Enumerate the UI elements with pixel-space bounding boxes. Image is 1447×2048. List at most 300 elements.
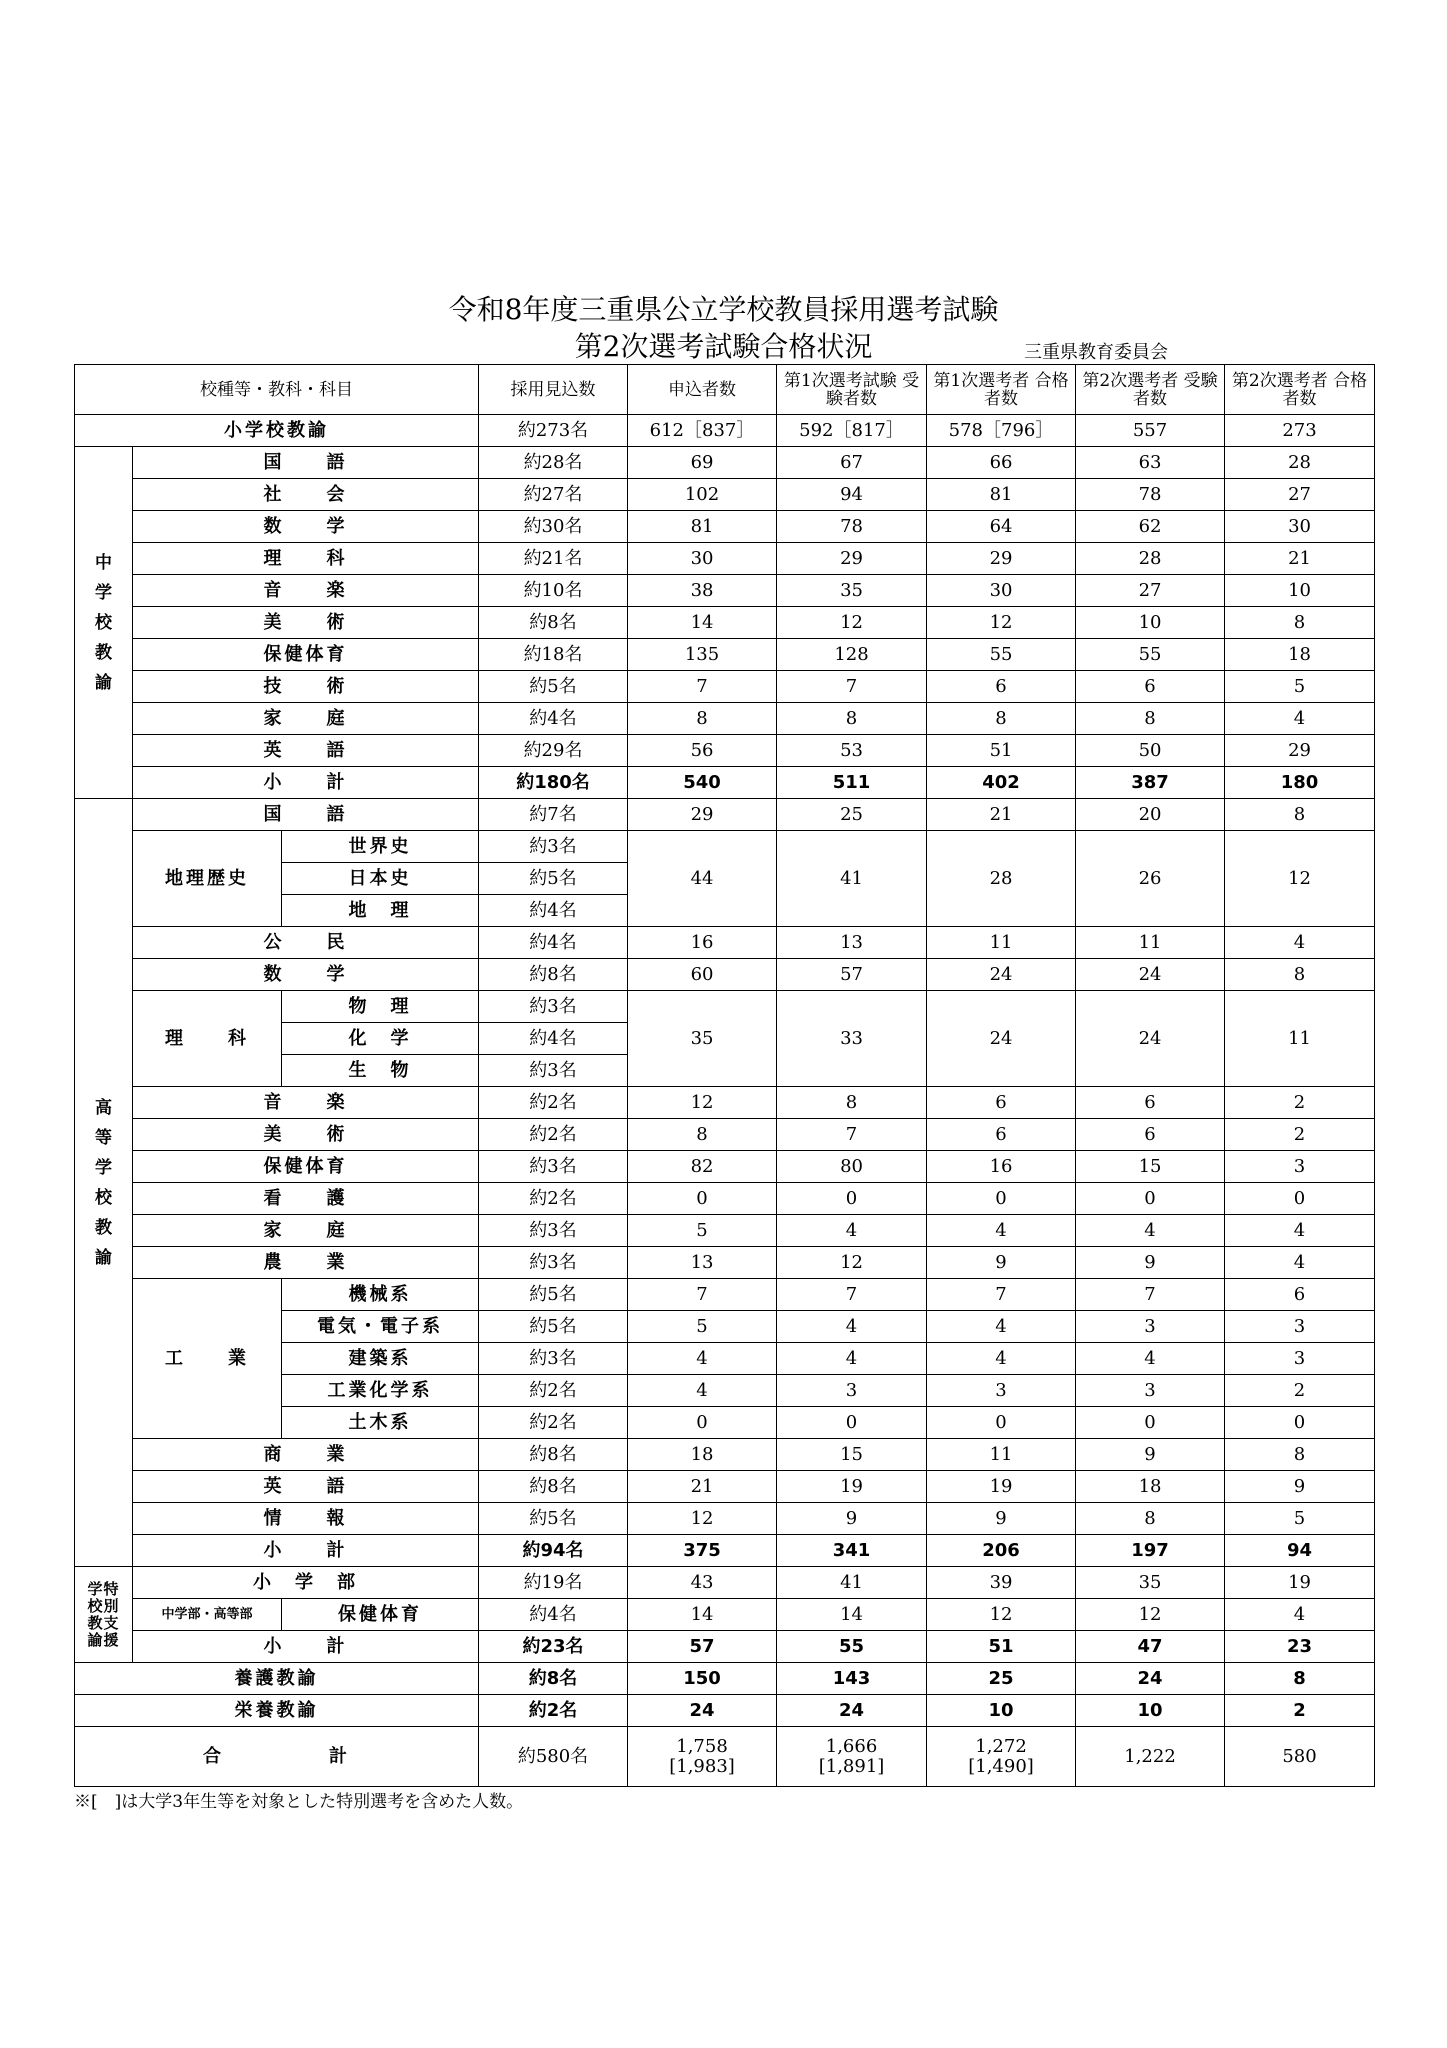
value-cell: 24 <box>1076 959 1225 991</box>
value-cell: 35 <box>628 991 777 1087</box>
value-cell: 11 <box>1225 991 1375 1087</box>
header-first-exam: 第1次選考試験 受験者数 <box>777 365 927 415</box>
sub-subject-label: 保健体育 <box>282 1599 479 1631</box>
value-cell: 150 <box>628 1663 777 1695</box>
value-cell: 12 <box>628 1503 777 1535</box>
value-cell: 19 <box>1225 1567 1375 1599</box>
value-cell: 8 <box>777 1087 927 1119</box>
value-cell: 9 <box>927 1503 1076 1535</box>
value-cell: 8 <box>1076 1503 1225 1535</box>
value-cell: 24 <box>927 991 1076 1087</box>
value-cell: 67 <box>777 447 927 479</box>
planned-count-cell: 約273名 <box>479 415 628 447</box>
subject-label: 理 科 <box>133 543 479 575</box>
value-cell: 30 <box>927 575 1076 607</box>
value-cell: 11 <box>1076 927 1225 959</box>
planned-count-cell: 約2名 <box>479 1695 628 1727</box>
value-cell: 24 <box>1076 1663 1225 1695</box>
planned-count-cell: 約4名 <box>479 1023 628 1055</box>
value-cell: 43 <box>628 1567 777 1599</box>
value-cell: 57 <box>777 959 927 991</box>
value-cell: 39 <box>927 1567 1076 1599</box>
planned-count-cell: 約5名 <box>479 1311 628 1343</box>
subject-label: 家 庭 <box>133 1215 479 1247</box>
sub-subject-label: 地 理 <box>282 895 479 927</box>
value-cell: 11 <box>927 927 1076 959</box>
value-cell: 12 <box>1225 831 1375 927</box>
table-row <box>75 1663 1375 1695</box>
value-cell: 63 <box>1076 447 1225 479</box>
value-cell: 2 <box>1225 1695 1375 1727</box>
value-cell: 375 <box>628 1535 777 1567</box>
table-body <box>75 365 1375 1787</box>
value-cell: 273 <box>1225 415 1375 447</box>
table-row <box>75 1599 1375 1631</box>
planned-count-cell: 約23名 <box>479 1631 628 1663</box>
value-cell: 6 <box>1225 1279 1375 1311</box>
value-cell: 29 <box>777 543 927 575</box>
value-cell: 0 <box>927 1183 1076 1215</box>
value-cell: 12 <box>628 1087 777 1119</box>
planned-count-cell: 約4名 <box>479 895 628 927</box>
planned-count-cell: 約3名 <box>479 991 628 1023</box>
table-row <box>75 831 1375 863</box>
document-subtitle: 第2次選考試験合格状況 <box>574 330 873 363</box>
planned-count-cell: 約3名 <box>479 831 628 863</box>
table-row <box>75 1695 1375 1727</box>
value-cell: 9 <box>777 1503 927 1535</box>
planned-count-cell: 約2名 <box>479 1183 628 1215</box>
subject-label: 技 術 <box>133 671 479 703</box>
value-cell: 69 <box>628 447 777 479</box>
value-cell: 29 <box>1225 735 1375 767</box>
table-row <box>75 1631 1375 1663</box>
value-cell: 20 <box>1076 799 1225 831</box>
value-cell: 1,222 <box>1076 1727 1225 1787</box>
planned-count-cell: 約4名 <box>479 927 628 959</box>
value-cell: 28 <box>1076 543 1225 575</box>
value-cell: 4 <box>1076 1343 1225 1375</box>
subject-label: 商 業 <box>133 1439 479 1471</box>
table-row <box>75 1535 1375 1567</box>
value-cell: 3 <box>927 1375 1076 1407</box>
value-cell: 540 <box>628 767 777 799</box>
table-row <box>75 447 1375 479</box>
value-cell: 3 <box>1225 1151 1375 1183</box>
sub-subject-label: 物 理 <box>282 991 479 1023</box>
value-cell: 0 <box>777 1407 927 1439</box>
subject-label: 社 会 <box>133 479 479 511</box>
value-cell: 7 <box>927 1279 1076 1311</box>
table-row <box>75 959 1375 991</box>
value-cell: 15 <box>1076 1151 1225 1183</box>
planned-count-cell: 約18名 <box>479 639 628 671</box>
value-cell: 4 <box>1225 1247 1375 1279</box>
sub-subject-label: 化 学 <box>282 1023 479 1055</box>
value-cell: 13 <box>628 1247 777 1279</box>
value-cell: 4 <box>927 1311 1076 1343</box>
value-cell: 16 <box>927 1151 1076 1183</box>
subtotal-label: 小 計 <box>133 767 479 799</box>
value-cell: 511 <box>777 767 927 799</box>
table-row <box>75 991 1375 1023</box>
value-cell: 3 <box>1225 1311 1375 1343</box>
value-cell: 7 <box>777 1279 927 1311</box>
value-cell: 9 <box>1225 1471 1375 1503</box>
value-cell: 8 <box>1225 959 1375 991</box>
value-cell: 3 <box>1076 1311 1225 1343</box>
group-label-special-support: 学特 校別 教支 諭援 <box>75 1567 133 1663</box>
value-cell: 30 <box>1225 511 1375 543</box>
sub-subject-label: 生 物 <box>282 1055 479 1087</box>
value-cell: 25 <box>777 799 927 831</box>
value-cell: 4 <box>1225 703 1375 735</box>
value-cell: 27 <box>1076 575 1225 607</box>
value-cell: 4 <box>777 1311 927 1343</box>
table-row <box>75 1151 1375 1183</box>
value-cell: 10 <box>1076 607 1225 639</box>
subject-label: 英 語 <box>133 735 479 767</box>
value-cell: 12 <box>777 1247 927 1279</box>
value-cell: 6 <box>927 671 1076 703</box>
value-cell: 4 <box>927 1343 1076 1375</box>
planned-count-cell: 約180名 <box>479 767 628 799</box>
sub-subject-label: 世界史 <box>282 831 479 863</box>
subject-group-label: 理 科 <box>133 991 282 1087</box>
value-cell: 135 <box>628 639 777 671</box>
subject-label: 小 学 部 <box>133 1567 479 1599</box>
value-cell: 12 <box>927 1599 1076 1631</box>
value-cell: 387 <box>1076 767 1225 799</box>
value-cell: 2 <box>1225 1375 1375 1407</box>
row-label: 栄養教諭 <box>75 1695 479 1727</box>
value-cell: 18 <box>1076 1471 1225 1503</box>
subject-label: 保健体育 <box>133 1151 479 1183</box>
table-row <box>75 671 1375 703</box>
value-cell: 7 <box>777 1119 927 1151</box>
table-row <box>75 543 1375 575</box>
planned-count-cell: 約21名 <box>479 543 628 575</box>
value-cell: 24 <box>777 1695 927 1727</box>
subject-label: 保健体育 <box>133 639 479 671</box>
planned-count-cell: 約27名 <box>479 479 628 511</box>
value-cell: 24 <box>1076 991 1225 1087</box>
document-title: 令和8年度三重県公立学校教員採用選考試験 <box>448 293 999 326</box>
value-cell: 7 <box>1076 1279 1225 1311</box>
planned-count-cell: 約4名 <box>479 1599 628 1631</box>
value-cell: 35 <box>777 575 927 607</box>
value-cell: 6 <box>1076 671 1225 703</box>
subject-label: 美 術 <box>133 607 479 639</box>
value-cell: 62 <box>1076 511 1225 543</box>
subject-label: 英 語 <box>133 1471 479 1503</box>
value-cell: 180 <box>1225 767 1375 799</box>
value-cell: 143 <box>777 1663 927 1695</box>
planned-count-cell: 約8名 <box>479 1663 628 1695</box>
group-label-high-school: 高 等 学 校 教 諭 <box>75 799 133 1567</box>
value-cell: 25 <box>927 1663 1076 1695</box>
value-cell: 14 <box>628 1599 777 1631</box>
value-cell: 21 <box>927 799 1076 831</box>
value-cell: 0 <box>1225 1183 1375 1215</box>
value-cell: 21 <box>628 1471 777 1503</box>
planned-count-cell: 約580名 <box>479 1727 628 1787</box>
value-cell: 60 <box>628 959 777 991</box>
value-cell: 8 <box>628 1119 777 1151</box>
value-cell: 8 <box>927 703 1076 735</box>
value-cell: 4 <box>927 1215 1076 1247</box>
value-cell: 557 <box>1076 415 1225 447</box>
value-cell: 341 <box>777 1535 927 1567</box>
subject-label: 数 学 <box>133 959 479 991</box>
sub-subject-label: 日本史 <box>282 863 479 895</box>
value-cell: 82 <box>628 1151 777 1183</box>
value-cell: 53 <box>777 735 927 767</box>
value-cell: 55 <box>1076 639 1225 671</box>
planned-count-cell: 約30名 <box>479 511 628 543</box>
value-cell: 55 <box>777 1631 927 1663</box>
value-cell: 128 <box>777 639 927 671</box>
value-cell: 402 <box>927 767 1076 799</box>
table-row <box>75 639 1375 671</box>
planned-count-cell: 約28名 <box>479 447 628 479</box>
planned-count-cell: 約2名 <box>479 1087 628 1119</box>
value-cell: 6 <box>1076 1119 1225 1151</box>
subject-group-label: 工 業 <box>133 1279 282 1439</box>
table-row <box>75 607 1375 639</box>
value-cell: 102 <box>628 479 777 511</box>
value-cell: 55 <box>927 639 1076 671</box>
subject-label: 情 報 <box>133 1503 479 1535</box>
value-cell: 14 <box>628 607 777 639</box>
value-cell: 5 <box>1225 1503 1375 1535</box>
value-cell: 5 <box>628 1311 777 1343</box>
planned-count-cell: 約2名 <box>479 1119 628 1151</box>
row-label: 小学校教諭 <box>75 415 479 447</box>
planned-count-cell: 約29名 <box>479 735 628 767</box>
value-cell: 4 <box>1076 1215 1225 1247</box>
value-cell: 6 <box>927 1119 1076 1151</box>
value-cell: 13 <box>777 927 927 959</box>
value-cell: 206 <box>927 1535 1076 1567</box>
table-row <box>75 1215 1375 1247</box>
header-first-pass: 第1次選考者 合格者数 <box>927 365 1076 415</box>
value-cell: 4 <box>777 1215 927 1247</box>
value-cell: 8 <box>1225 607 1375 639</box>
value-cell: 21 <box>1225 543 1375 575</box>
value-cell: 4 <box>628 1343 777 1375</box>
value-cell: 7 <box>628 671 777 703</box>
value-cell: 64 <box>927 511 1076 543</box>
subject-label: 数 学 <box>133 511 479 543</box>
table-row <box>75 1119 1375 1151</box>
value-cell: 51 <box>927 735 1076 767</box>
value-cell: 0 <box>1076 1183 1225 1215</box>
subject-label: 国 語 <box>133 799 479 831</box>
subtotal-label: 小 計 <box>133 1535 479 1567</box>
value-cell: 11 <box>927 1439 1076 1471</box>
value-cell: 19 <box>777 1471 927 1503</box>
value-cell: 7 <box>628 1279 777 1311</box>
subject-label: 家 庭 <box>133 703 479 735</box>
value-cell: 56 <box>628 735 777 767</box>
value-cell: 24 <box>927 959 1076 991</box>
value-cell: 38 <box>628 575 777 607</box>
planned-count-cell: 約2名 <box>479 1407 628 1439</box>
subject-label: 公 民 <box>133 927 479 959</box>
value-cell: 3 <box>777 1375 927 1407</box>
value-cell: 12 <box>1076 1599 1225 1631</box>
value-cell: 578［796］ <box>927 415 1076 447</box>
value-cell: 78 <box>777 511 927 543</box>
value-cell: 197 <box>1076 1535 1225 1567</box>
value-cell: 28 <box>927 831 1076 927</box>
organization-name: 三重県教育委員会 <box>1024 342 1168 363</box>
value-cell: 4 <box>777 1343 927 1375</box>
table-row <box>75 1183 1375 1215</box>
value-cell: 44 <box>628 831 777 927</box>
planned-count-cell: 約4名 <box>479 703 628 735</box>
table-row <box>75 511 1375 543</box>
subtotal-label: 小 計 <box>133 1631 479 1663</box>
value-cell: 24 <box>628 1695 777 1727</box>
value-cell: 8 <box>628 703 777 735</box>
table-row <box>75 703 1375 735</box>
subject-label: 美 術 <box>133 1119 479 1151</box>
value-cell: 19 <box>927 1471 1076 1503</box>
table-row <box>75 479 1375 511</box>
value-cell: 27 <box>1225 479 1375 511</box>
results-table <box>74 364 1375 1787</box>
value-cell: 78 <box>1076 479 1225 511</box>
value-cell: 3 <box>1225 1343 1375 1375</box>
planned-count-cell: 約8名 <box>479 959 628 991</box>
planned-count-cell: 約3名 <box>479 1055 628 1087</box>
value-cell: 50 <box>1076 735 1225 767</box>
table-row <box>75 1727 1375 1787</box>
planned-count-cell: 約5名 <box>479 671 628 703</box>
value-cell: 35 <box>1076 1567 1225 1599</box>
header-category: 校種等・教科・科目 <box>75 365 479 415</box>
value-cell: 0 <box>1076 1407 1225 1439</box>
planned-count-cell: 約19名 <box>479 1567 628 1599</box>
table-row <box>75 1567 1375 1599</box>
value-cell: 4 <box>1225 1599 1375 1631</box>
value-cell: 7 <box>777 671 927 703</box>
table-row <box>75 1471 1375 1503</box>
value-cell: 33 <box>777 991 927 1087</box>
table-row <box>75 575 1375 607</box>
header-planned: 採用見込数 <box>479 365 628 415</box>
footnote: ※[ ]は大学3年生等を対象とした特別選考を含めた人数。 <box>74 1792 524 1812</box>
value-cell: 41 <box>777 831 927 927</box>
value-cell: 3 <box>1076 1375 1225 1407</box>
table-row <box>75 799 1375 831</box>
value-cell: 10 <box>927 1695 1076 1727</box>
value-cell: 12 <box>777 607 927 639</box>
value-cell: 1,758 [1,983] <box>628 1727 777 1787</box>
planned-count-cell: 約5名 <box>479 1279 628 1311</box>
subject-group-label: 地理歴史 <box>133 831 282 927</box>
planned-count-cell: 約94名 <box>479 1535 628 1567</box>
value-cell: 4 <box>1225 1215 1375 1247</box>
planned-count-cell: 約8名 <box>479 1471 628 1503</box>
planned-count-cell: 約7名 <box>479 799 628 831</box>
planned-count-cell: 約5名 <box>479 1503 628 1535</box>
table-row <box>75 1503 1375 1535</box>
department-label: 中学部・高等部 <box>133 1599 282 1631</box>
value-cell: 51 <box>927 1631 1076 1663</box>
value-cell: 8 <box>777 703 927 735</box>
value-cell: 5 <box>1225 671 1375 703</box>
value-cell: 1,666 [1,891] <box>777 1727 927 1787</box>
total-label: 合 計 <box>75 1727 479 1787</box>
header-applicants: 申込者数 <box>628 365 777 415</box>
planned-count-cell: 約3名 <box>479 1247 628 1279</box>
table-row <box>75 1279 1375 1311</box>
value-cell: 41 <box>777 1567 927 1599</box>
value-cell: 9 <box>1076 1439 1225 1471</box>
subject-label: 看 護 <box>133 1183 479 1215</box>
planned-count-cell: 約2名 <box>479 1375 628 1407</box>
sub-subject-label: 機械系 <box>282 1279 479 1311</box>
value-cell: 30 <box>628 543 777 575</box>
value-cell: 1,272 [1,490] <box>927 1727 1076 1787</box>
planned-count-cell: 約8名 <box>479 607 628 639</box>
value-cell: 8 <box>1225 1439 1375 1471</box>
value-cell: 29 <box>927 543 1076 575</box>
header-second-exam: 第2次選考者 受験者数 <box>1076 365 1225 415</box>
group-label-junior-high: 中 学 校 教 諭 <box>75 447 133 799</box>
value-cell: 8 <box>1225 799 1375 831</box>
value-cell: 612［837］ <box>628 415 777 447</box>
row-label: 養護教諭 <box>75 1663 479 1695</box>
value-cell: 9 <box>1076 1247 1225 1279</box>
subject-label: 国 語 <box>133 447 479 479</box>
header-second-pass: 第2次選考者 合格者数 <box>1225 365 1375 415</box>
value-cell: 6 <box>927 1087 1076 1119</box>
value-cell: 47 <box>1076 1631 1225 1663</box>
value-cell: 94 <box>777 479 927 511</box>
table-row <box>75 365 1375 415</box>
value-cell: 10 <box>1225 575 1375 607</box>
value-cell: 18 <box>628 1439 777 1471</box>
value-cell: 26 <box>1076 831 1225 927</box>
value-cell: 8 <box>1076 703 1225 735</box>
sub-subject-label: 建築系 <box>282 1343 479 1375</box>
subject-label: 農 業 <box>133 1247 479 1279</box>
value-cell: 592［817］ <box>777 415 927 447</box>
value-cell: 29 <box>628 799 777 831</box>
value-cell: 5 <box>628 1215 777 1247</box>
table-row <box>75 767 1375 799</box>
table-row <box>75 927 1375 959</box>
planned-count-cell: 約10名 <box>479 575 628 607</box>
value-cell: 15 <box>777 1439 927 1471</box>
value-cell: 80 <box>777 1151 927 1183</box>
planned-count-cell: 約5名 <box>479 863 628 895</box>
value-cell: 18 <box>1225 639 1375 671</box>
table-row <box>75 415 1375 447</box>
value-cell: 0 <box>1225 1407 1375 1439</box>
planned-count-cell: 約3名 <box>479 1343 628 1375</box>
table-row <box>75 1247 1375 1279</box>
sub-subject-label: 電気・電子系 <box>282 1311 479 1343</box>
value-cell: 0 <box>628 1183 777 1215</box>
value-cell: 28 <box>1225 447 1375 479</box>
value-cell: 2 <box>1225 1119 1375 1151</box>
value-cell: 8 <box>1225 1663 1375 1695</box>
